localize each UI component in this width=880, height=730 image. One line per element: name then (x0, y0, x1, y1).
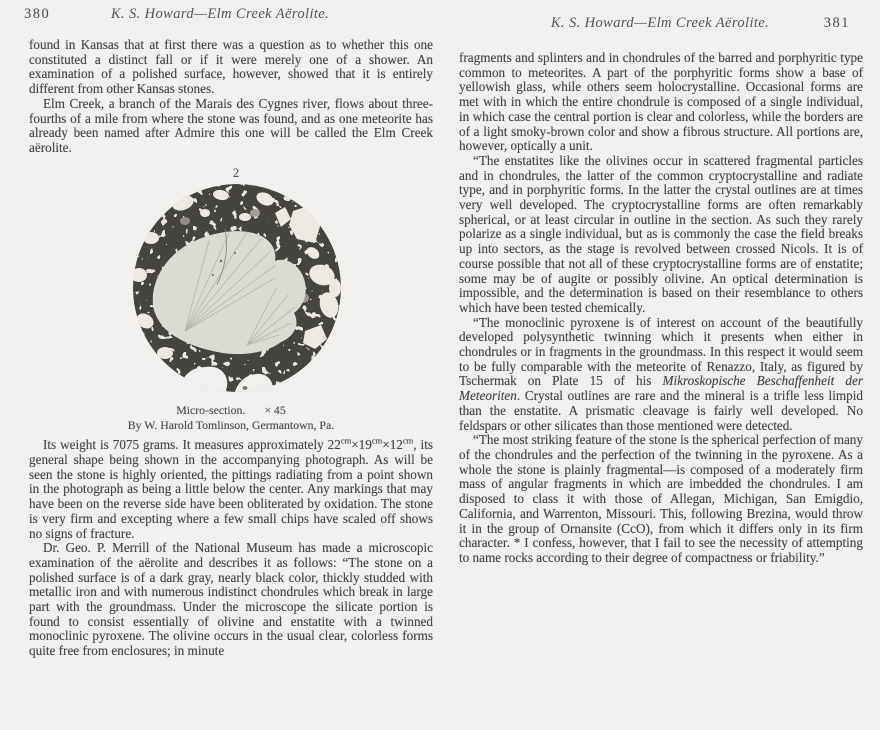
caption-title: Micro-section. (176, 403, 246, 418)
paragraph-elm-creek: Elm Creek, a branch of the Marais des Cygnes river, flows about three-fourths of a mile from where the stone was found, and as one meteorite has already been named after Admire this one will be called the Elm Creek aërolite. (29, 95, 433, 155)
pyroxene-text: . Crystal outlines are rare and the mineral is a trifle less limpid than the enstatite. A prismatic cleavage is fairly well developed. No feldspars or other silicates than those mentioned were detected. (459, 388, 863, 433)
measure-text: Its weight is 7075 grams. It measures approximately 22 (43, 437, 341, 453)
cited-work-title: Mikroskopische Beschaffenheit der Meteoriten (459, 373, 863, 404)
figure-caption-line1 (29, 403, 433, 418)
running-head-title-left: K. S. Howard—Elm Creek Aërolite. (110, 6, 330, 22)
paragraph-merrill: Dr. Geo. P. Merrill of the National Museum has made a microscopic examination of the aërolite and describes it as follows: “The stone on a polished surface is of a dark gray, nearly black color, thickly studded with metallic iron and with numerous indistinct chondrules which break in large part with the groundmass. Under the microscope the silicate portion is found to consist essentially of olivine and enstatite with a twinned monoclinic pyroxene. The olivine occurs in the usual clear, colorless forms quite free from enclosures; in minute (29, 540, 433, 659)
measure-text: ×12 (382, 437, 403, 453)
paragraph-striking-feature: “The most striking feature of the stone is the spherical perfection of many of the chondrules and the perfection of the twinning in the pyroxene. As a whole the stone is plainly fragmental—is composed of a moderately firm mass of angular fragments in which are imbedded the chondrules. I am disposed to class it with those of Allegan, Michigan, San Emigdio, California, and Warrenton, Missouri. This, following Brezina, would throw it in the group of Ornansite (CcO), from which it differs only in its firm character. * I confess, however, that I fail to see the necessity of attempting to name rocks according to their degree of compactness or friability.” (459, 432, 863, 565)
cm-superscript: cm (402, 435, 414, 446)
paragraph-weight (29, 435, 433, 541)
running-head-left (0, 6, 440, 26)
figure-number: 2 (232, 165, 240, 180)
paragraph-fragments: fragments and splinters and in chondrules of the barred and porphyritic type common to meteorites. A part of the porphyritic forms show a base of yellowish glass, while others seem holocrystalline. Occasional forms are met with in which the entire chondrule is composed of a single individual, in which case the central portion is clear and colorless, while the borders are of a light smoky-brown color and show a fibrous structure. All portions are, however, optically a unit. (459, 50, 863, 154)
cm-superscript: cm (371, 435, 383, 446)
figure-caption (29, 403, 433, 432)
paragraph-continuation: found in Kansas that at first there was a question as to whether this one constituted a distinct fall or if it were merely one of a shower. An examination of a polished surface, however, showed that it is entirely different from other Kansas stones. (29, 37, 433, 97)
micro-section-figure (29, 166, 433, 433)
running-head-title-right: K. S. Howard—Elm Creek Aërolite. (550, 15, 770, 31)
measure-text: ×19 (351, 437, 372, 453)
cm-superscript: cm (340, 435, 352, 446)
paragraph-pyroxene (459, 316, 863, 434)
page-number-381: 381 (823, 15, 850, 31)
figure-caption-credit: By W. Harold Tomlinson, Germantown, Pa. (127, 417, 335, 432)
measure-text: , its general shape being shown in the accompanying photograph. As will be seen the stone is highly oriented, the pittings radiating from a point shown in the photograph as being a little below the center. Any markings that may have been on the reverse side have been obliterated by oxidation. The stone is very firm and excepting where a few small chips have scaled off shows no signs of fracture. (29, 437, 433, 541)
pyroxene-text: “The monoclinic pyroxene is of interest on account of the beautifully developed polysynthetic twinning which it presents when either in chondrules or in fragments in the groundmass. In this respect it would seem to be fully comparable with the meteorite of Renazzo, Italy, as figured by Tschermak on Plate 15 of his (459, 314, 863, 389)
paragraph-enstatites: “The enstatites like the olivines occur in scattered fragmental particles and in chondrules, the latter of the common cryptocrystalline and radiate type, and in porphyritic forms. In the latter the crystal outlines are at times very well developed. The cryptocrystalline forms are often remarkably spherical, or at least circular in outline in the section. As such they rarely polarize as a single individual, but as is commonly the case the field breaks up into sectors, as the stage is revolved between crossed Nicols. It is of course possible that not all of these cryptocrystalline forms are of enstatite; some may be of augite or possibly olivine. An optical determination is impossible, and the determination is based on their resemblance to others which have been tested chemically. (459, 152, 863, 315)
right-column-text (459, 51, 863, 566)
left-column-text (29, 38, 433, 659)
page-number-380: 380 (24, 6, 51, 22)
page-381 (440, 0, 880, 730)
figure-image-wrap (29, 183, 433, 399)
micro-section-image (125, 183, 349, 399)
running-head-right (440, 15, 880, 35)
caption-magnification: × 45 (264, 403, 286, 418)
